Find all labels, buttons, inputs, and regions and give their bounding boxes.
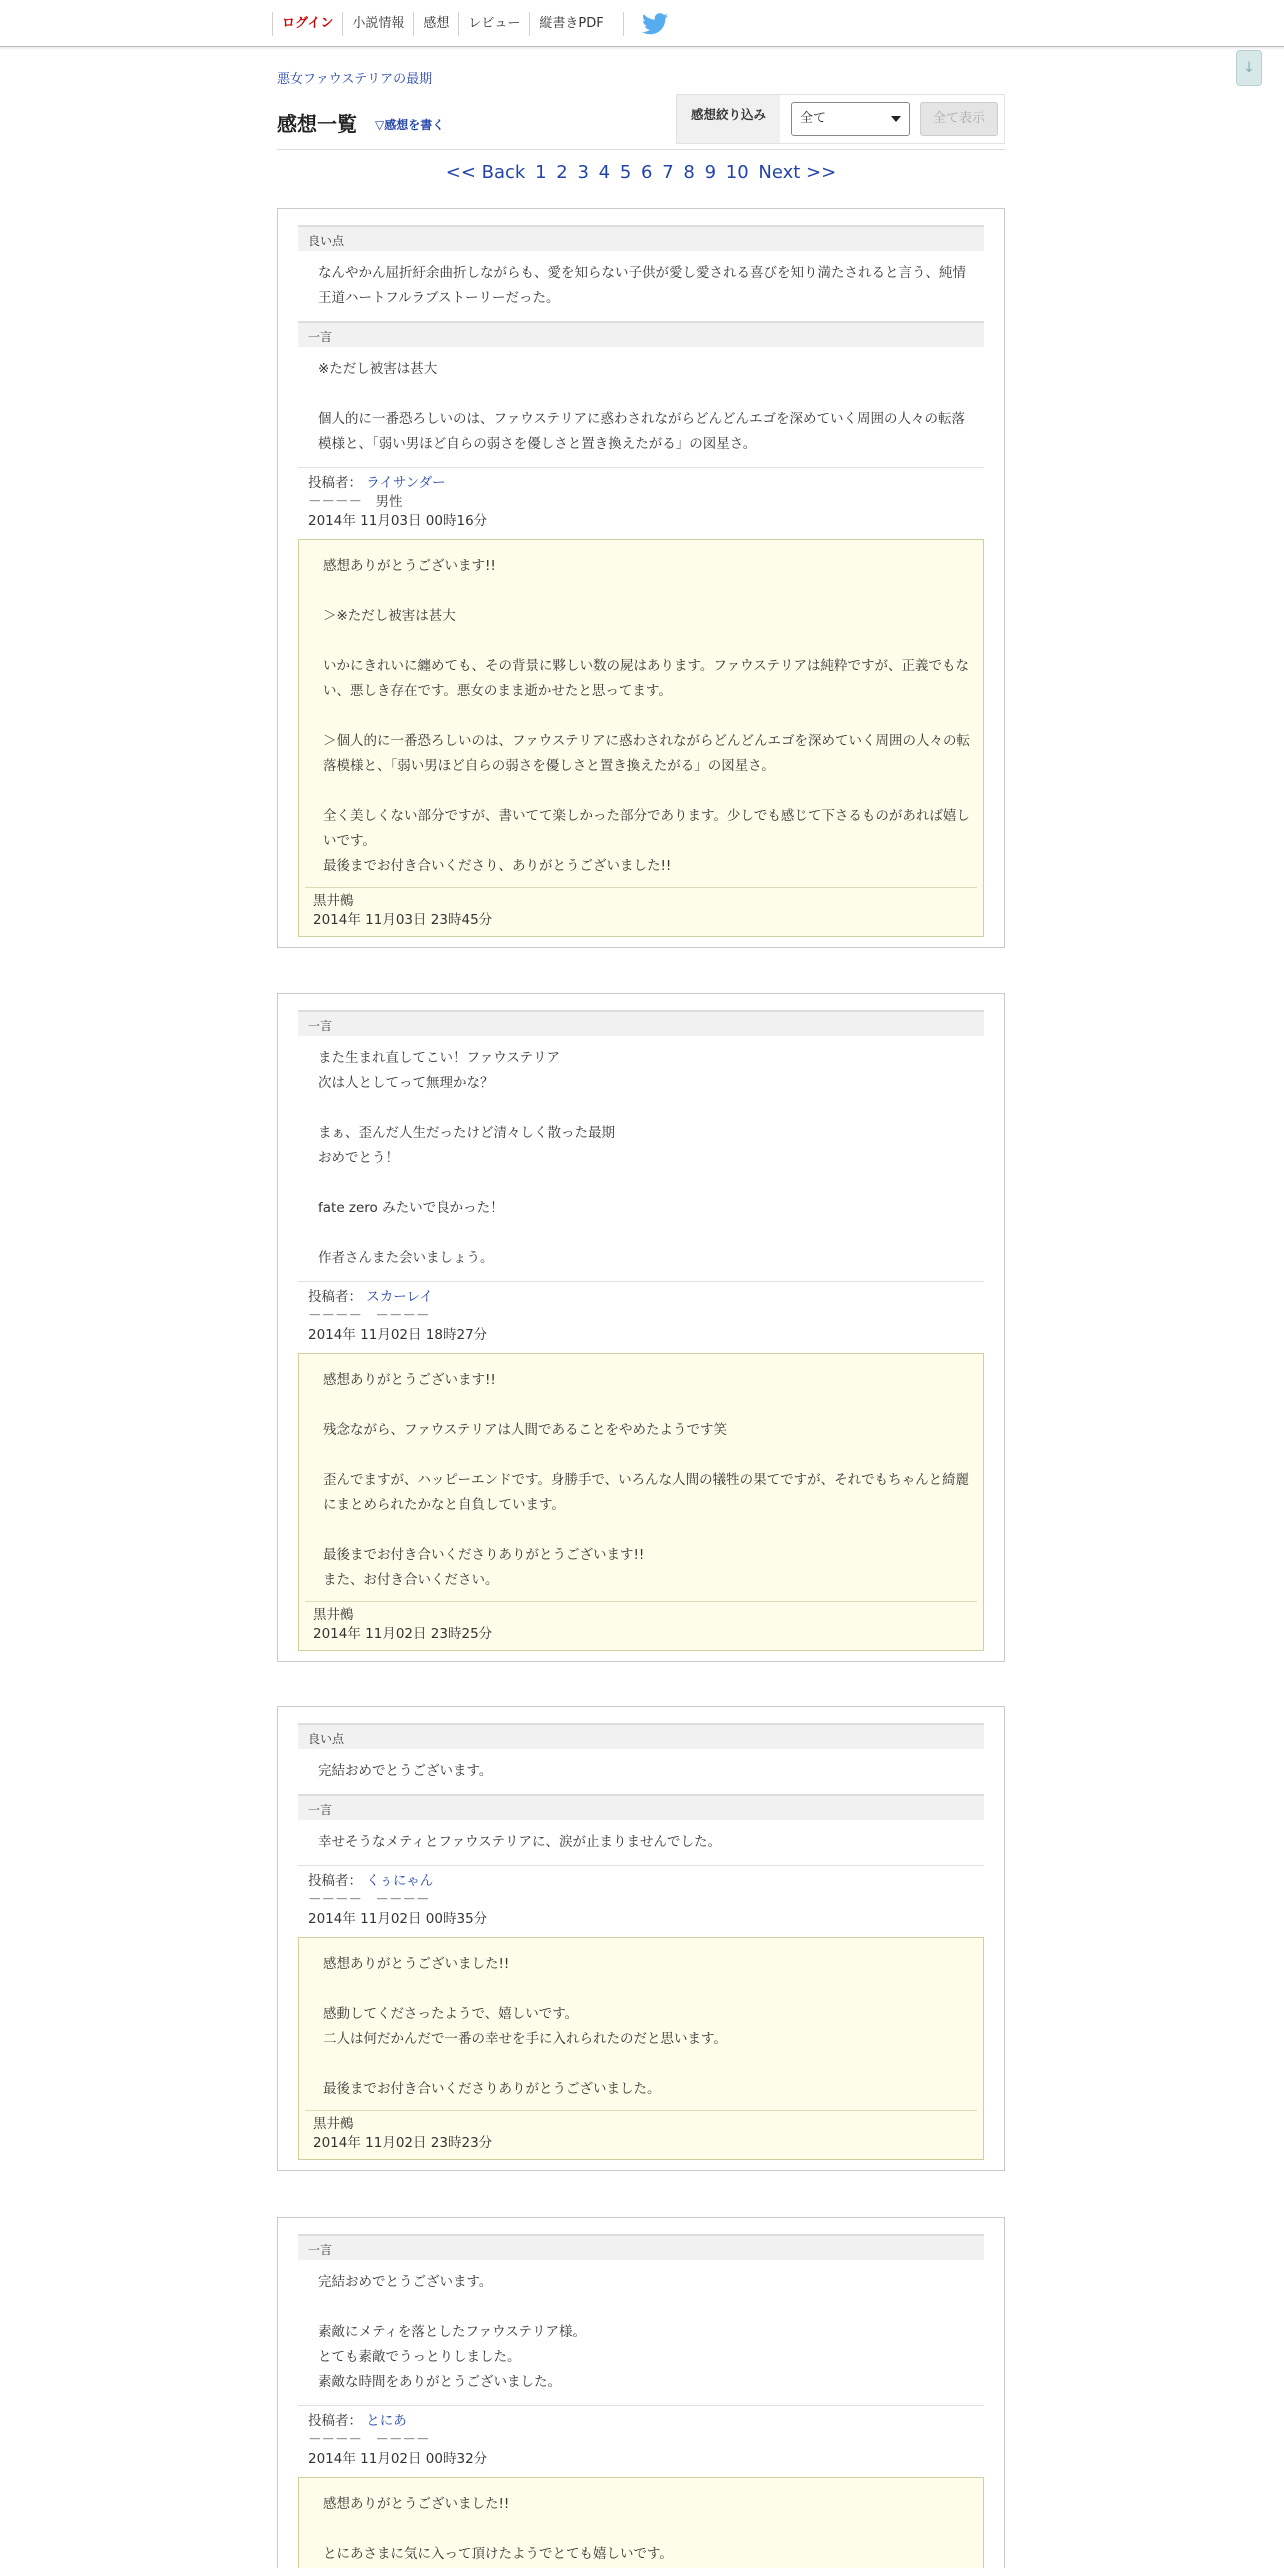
- author-link[interactable]: くぅにゃん: [366, 1873, 434, 1889]
- author-link[interactable]: ライサンダー: [366, 475, 446, 491]
- pagination: [277, 162, 1005, 183]
- reply-date: 2014年 11月02日 23時23分: [313, 2135, 493, 2151]
- pager-page-5[interactable]: 5: [619, 162, 632, 183]
- write-impression-link[interactable]: ▽感想を書く: [375, 118, 445, 132]
- impressions-link[interactable]: 感想: [413, 12, 458, 36]
- author-attributes: －－－－ －－－－: [308, 2432, 430, 2448]
- one-word-label: 一言: [298, 2234, 984, 2260]
- breadcrumb-novel-title[interactable]: 悪女ファウステリアの最期: [277, 72, 433, 87]
- author-link[interactable]: とにあ: [366, 2413, 407, 2429]
- author-attributes: －－－－ －－－－: [308, 1308, 430, 1324]
- pager-page-4[interactable]: 4: [598, 162, 611, 183]
- reply-text: 感想ありがとうございました!! 感動してくださったようで、嬉しいです。 二人は何だかんだで一番の幸せを手に入れられたのだと思います。 最後までお付き合いくださりありがとうございました。: [323, 1956, 727, 2097]
- author-attributes: －－－－ 男性: [308, 494, 403, 510]
- posted-by-label: 投稿者：: [308, 475, 362, 491]
- reply-author: 黒井鵺: [313, 1607, 354, 1623]
- author-reply: [298, 539, 984, 937]
- good-point-label: 良い点: [298, 225, 984, 251]
- reply-text: 感想ありがとうございました!! とにあさまに気に入って頂けたようでとても嬉しいです。: [323, 2496, 673, 2562]
- one-word-section: [298, 2234, 984, 2405]
- poster-info: [298, 1281, 984, 1345]
- twitter-bird-icon: [642, 13, 668, 35]
- comment-card: [277, 2217, 1005, 2568]
- comment-card: [277, 993, 1005, 1662]
- posted-by-label: 投稿者：: [308, 1289, 362, 1305]
- one-word-text: 完結おめでとうございます。 素敵にメティを落としたファウステリア様。 とても素敵でうっとりしました。 素敵な時間をありがとうございました。: [318, 2274, 586, 2390]
- comment-card: [277, 208, 1005, 948]
- comment-card: [277, 1706, 1005, 2171]
- good-point-text: 完結おめでとうございます。: [318, 1763, 493, 1779]
- one-word-label: 一言: [298, 321, 984, 347]
- good-point-text: なんやかん屈折紆余曲折しながらも、愛を知らない子供が愛し愛される喜びを知り満たされると言う、純情王道ハートフルラブストーリーだった。: [318, 265, 966, 306]
- one-word-text: また生まれ直してこい！ファウステリア 次は人としてって無理かな？ まぁ、歪んだ人生だったけど清々しく散った最期 おめでとう！ fate zero みたいで良かった！ 作者さんまた会いましょう。: [318, 1050, 615, 1266]
- top-nav: [272, 12, 668, 36]
- show-all-button[interactable]: 全て表示: [920, 102, 998, 136]
- top-navigation-bar: [0, 0, 1284, 47]
- post-date: 2014年 11月03日 00時16分: [308, 513, 488, 529]
- author-reply: [298, 1353, 984, 1651]
- author-link[interactable]: スカーレイ: [366, 1289, 433, 1305]
- filter-box: [676, 94, 1005, 144]
- chevron-down-icon: [891, 116, 901, 122]
- author-attributes: －－－－ －－－－: [308, 1892, 430, 1908]
- pager-page-8[interactable]: 8: [683, 162, 695, 183]
- one-word-label: 一言: [298, 1794, 984, 1820]
- pager-page-1[interactable]: 1: [535, 162, 547, 183]
- one-word-section: [298, 1794, 984, 1865]
- novel-info-link[interactable]: 小説情報: [342, 12, 413, 36]
- good-point-section: [298, 1723, 984, 1794]
- one-word-section: [298, 1010, 984, 1281]
- vertical-pdf-link[interactable]: 縦書きPDF: [529, 12, 612, 36]
- pager-page-2[interactable]: 2: [556, 162, 568, 183]
- pager-page-9[interactable]: 9: [704, 162, 717, 183]
- good-point-section: [298, 225, 984, 321]
- poster-info: [298, 2405, 984, 2469]
- twitter-link[interactable]: [623, 12, 668, 36]
- reply-text: 感想ありがとうございます!! ＞※ただし被害は甚大 いかにきれいに纏めても、その背景に夥しい数の屍はあります。ファウステリアは純粋ですが、正義でもない、悪しき存在です。悪女のまま逝かせたと思ってます。 ＞個人的に一番恐ろしいのは、ファウステリアに惑わされながらどんどんエゴを深めていく周囲の人々の転落模様と、「弱い男ほど自らの弱さを優しさと置き換えたがる」の図星さ。 全く美しくない部分ですが、書いてて楽しかった部分であります。少しでも感じて下さるものがあれば嬉しいです。 最後までお付き合いくださり、ありがとうございました!!: [323, 558, 971, 874]
- reply-date: 2014年 11月03日 23時45分: [313, 912, 493, 928]
- review-link[interactable]: レビュー: [458, 12, 529, 36]
- poster-info: [298, 467, 984, 531]
- reply-footer: [305, 2110, 977, 2159]
- login-link[interactable]: ログイン: [272, 12, 342, 36]
- impressions-header: [277, 94, 1005, 150]
- reply-author: 黒井鵺: [313, 2116, 354, 2132]
- posted-by-label: 投稿者：: [308, 2413, 362, 2429]
- posted-by-label: 投稿者：: [308, 1873, 362, 1889]
- pager-page-7[interactable]: 7: [662, 162, 674, 183]
- author-reply: [298, 1937, 984, 2160]
- page-title: 感想一覧: [277, 112, 357, 136]
- post-date: 2014年 11月02日 00時32分: [308, 2451, 488, 2467]
- filter-label: 感想絞り込み: [677, 95, 780, 143]
- author-reply: [298, 2477, 984, 2568]
- filter-select-value: 全て: [800, 111, 827, 126]
- good-point-label: 良い点: [298, 1723, 984, 1749]
- pager-page-10[interactable]: 10: [725, 162, 749, 183]
- reply-footer: [305, 887, 977, 936]
- poster-info: [298, 1865, 984, 1929]
- reply-text: 感想ありがとうございます!! 残念ながら、ファウステリアは人間であることをやめたようです笑 歪んでますが、ハッピーエンドです。身勝手で、いろんな人間の犠牲の果てですが、それでもちゃんと綺麗にまとめられたかなと自負しています。 最後までお付き合いくださりありがとうございます!! また、お付き合いください。: [323, 1372, 970, 1588]
- filter-select[interactable]: [791, 102, 910, 136]
- post-date: 2014年 11月02日 00時35分: [308, 1911, 488, 1927]
- one-word-section: [298, 321, 984, 467]
- pager-back[interactable]: << Back: [445, 162, 526, 183]
- page-scroll-button[interactable]: ↓: [1236, 50, 1262, 86]
- reply-date: 2014年 11月02日 23時25分: [313, 1626, 493, 1642]
- one-word-label: 一言: [298, 1010, 984, 1036]
- pager-page-6[interactable]: 6: [641, 162, 653, 183]
- topbar-shadow: [0, 47, 1284, 50]
- one-word-text: 幸せそうなメティとファウステリアに、涙が止まりませんでした。: [318, 1834, 721, 1850]
- one-word-text: ※ただし被害は甚大 個人的に一番恐ろしいのは、ファウステリアに惑わされながらどんどんエゴを深めていく周囲の人々の転落模様と、「弱い男ほど自らの弱さを優しさと置き換えたがる」の図星さ。: [318, 361, 966, 452]
- post-date: 2014年 11月02日 18時27分: [308, 1327, 488, 1343]
- reply-author: 黒井鵺: [313, 893, 354, 909]
- pager-page-3[interactable]: 3: [577, 162, 589, 183]
- pager-next[interactable]: Next >>: [758, 162, 837, 183]
- reply-footer: [305, 1601, 977, 1650]
